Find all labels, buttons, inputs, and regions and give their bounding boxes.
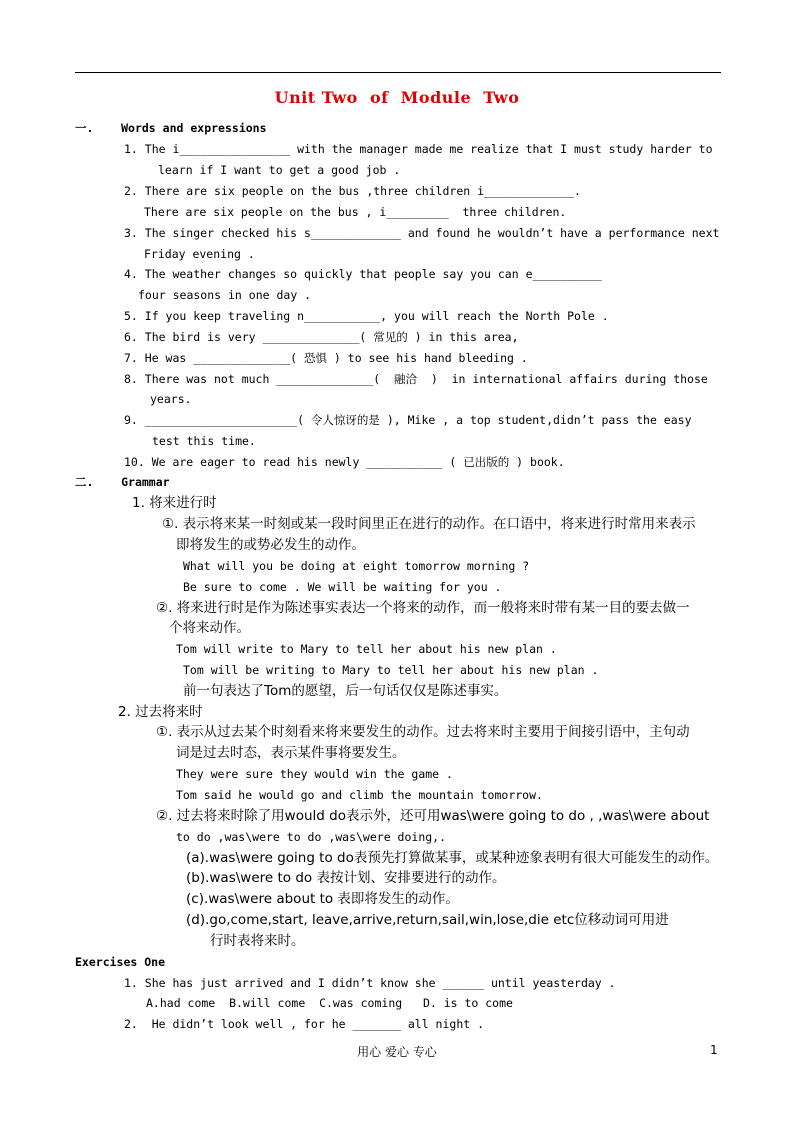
grammar-text: 个将来动作。 bbox=[169, 620, 250, 636]
grammar-text: to do ,was\were to do ,was\were doing,. bbox=[176, 830, 447, 844]
grammar-text: (b).was\were to do 表按计划、安排要进行的动作。 bbox=[186, 870, 506, 886]
example-sentence: Tom said he would go and climb the mountain tomorrow. bbox=[176, 788, 543, 802]
grammar-text: 前一句表达了Tom的愿望，后一句话仅仅是陈述事实。 bbox=[183, 683, 508, 699]
exercise-line: Friday evening . bbox=[144, 247, 255, 261]
exercise-options: A.had come B.will come C.was coming D. is to come bbox=[146, 996, 513, 1010]
exercise-line: 10. We are eager to read his newly ___________ ( 已出版的 ) book. bbox=[124, 455, 565, 469]
exercise-line: 1. She has just arrived and I didn’t know she ______ until yeasterday . bbox=[124, 976, 616, 990]
exercise-line: 4. The weather changes so quickly that people say you can e__________ bbox=[124, 267, 602, 281]
exercise-line: 8. There was not much ______________( 融洽 ) in international affairs during those bbox=[124, 372, 708, 386]
page-number: 1 bbox=[710, 1043, 718, 1057]
page-title: Unit Two of Module Two bbox=[274, 88, 520, 107]
exercise-line: test this time. bbox=[152, 434, 256, 448]
grammar-text: (a).was\were going to do表预先打算做某事，或某种迹象表明有很大可能发生的动作。 bbox=[186, 850, 719, 866]
exercise-line: There are six people on the bus , i_________ three children. bbox=[144, 205, 567, 219]
exercise-line: 1. The i________________ with the manager made me realize that I must study harder to bbox=[124, 142, 713, 156]
grammar-text: (c).was\were about to 表即将发生的动作。 bbox=[186, 891, 459, 907]
grammar-subheading: 1. 将来进行时 bbox=[132, 495, 217, 511]
grammar-text: ②. 过去将来时除了用would do表示外，还可用was\were going to do , ,was\were about bbox=[156, 808, 710, 824]
exercise-line: 7. He was ______________( 恐惧 ) to see his hand bleeding . bbox=[124, 351, 528, 365]
grammar-text: (d).go,come,start, leave,arrive,return,sail,win,lose,die etc位移动词可用进 bbox=[186, 912, 669, 928]
section-heading-grammar: 二. Grammar bbox=[75, 475, 170, 489]
exercise-line: 6. The bird is very ______________( 常见的 ) in this area, bbox=[124, 330, 519, 344]
exercise-line: 5. If you keep traveling n___________, you will reach the North Pole . bbox=[124, 309, 609, 323]
example-sentence: They were sure they would win the game . bbox=[176, 767, 453, 781]
example-sentence: Tom will be writing to Mary to tell her about his new plan . bbox=[183, 663, 599, 677]
example-sentence: Be sure to come . We will be waiting for you . bbox=[183, 580, 502, 594]
exercise-line: 2. He didn’t look well , for he _______ all night . bbox=[124, 1017, 485, 1031]
exercise-line: learn if I want to get a good job . bbox=[158, 163, 401, 177]
grammar-text: ①. 表示将来某一时刻或某一段时间里正在进行的动作。在口语中，将来进行时常用来表示 bbox=[162, 516, 696, 532]
grammar-text: 行时表将来时。 bbox=[210, 933, 305, 949]
section-heading-exercises: Exercises One bbox=[75, 955, 166, 969]
exercise-line: four seasons in one day . bbox=[138, 288, 312, 302]
exercise-line: 2. There are six people on the bus ,three children i_____________. bbox=[124, 184, 581, 198]
exercise-line: years. bbox=[150, 392, 192, 406]
grammar-text: ①. 表示从过去某个时刻看来将来要发生的动作。过去将来时主要用于间接引语中，主句动 bbox=[156, 724, 690, 740]
exercise-line: 9. ______________________( 令人惊讶的是 ), Mike , a top student,didn’t pass the easy bbox=[124, 413, 692, 427]
example-sentence: What will you be doing at eight tomorrow morning ? bbox=[183, 559, 530, 573]
example-sentence: Tom will write to Mary to tell her about his new plan . bbox=[176, 642, 557, 656]
page-footer: 用心 爱心 专心 bbox=[357, 1045, 437, 1059]
header-rule bbox=[75, 72, 721, 73]
grammar-subheading: 2. 过去将来时 bbox=[118, 704, 203, 720]
grammar-text: 即将发生的或势必发生的动作。 bbox=[176, 537, 365, 553]
grammar-text: 词是过去时态，表示某件事将要发生。 bbox=[176, 745, 406, 761]
exercise-line: 3. The singer checked his s_____________ and found he wouldn’t have a performance next bbox=[124, 226, 720, 240]
grammar-text: ②. 将来进行时是作为陈述事实表达一个将来的动作，而一般将来时带有某一目的要去做一 bbox=[156, 600, 690, 616]
section-heading-words: 一. Words and expressions bbox=[75, 121, 267, 135]
